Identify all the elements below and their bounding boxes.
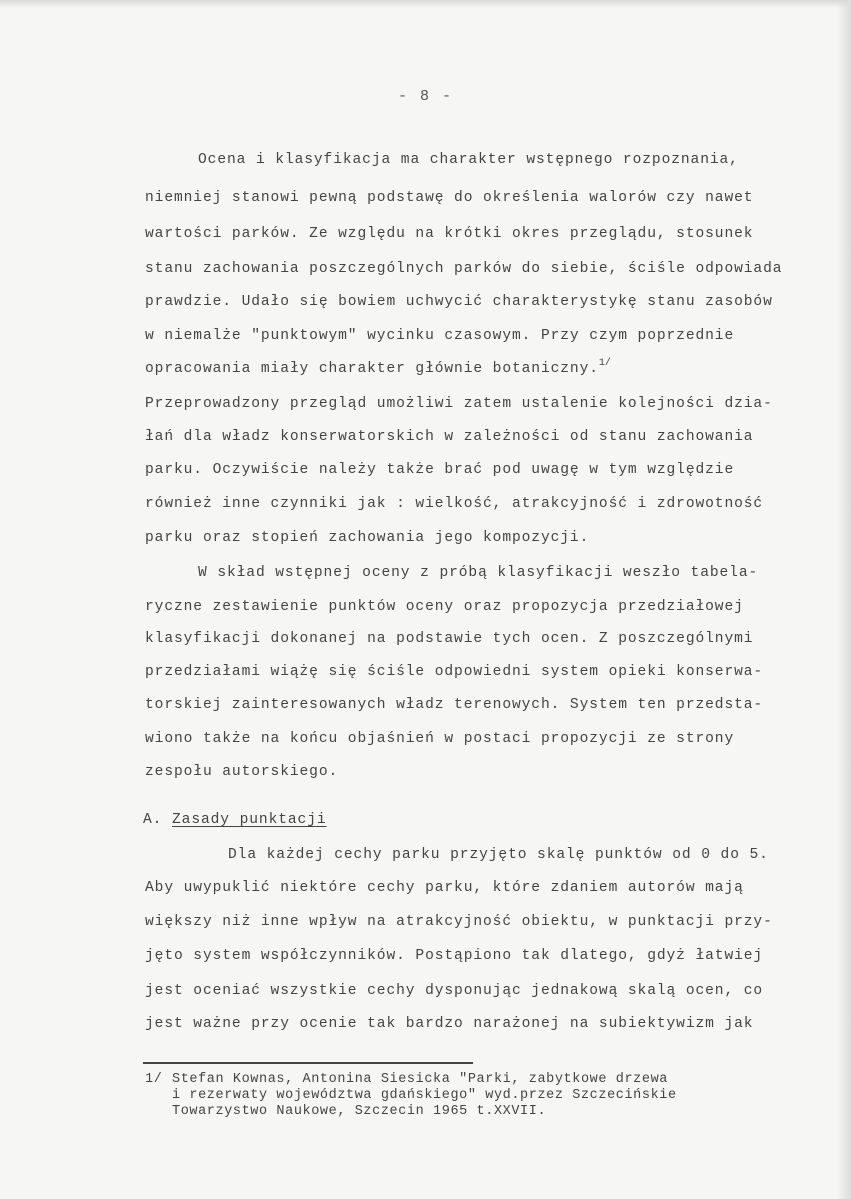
text-line: stanu zachowania poszczególnych parków do siebie, ściśle odpowiada — [145, 261, 783, 277]
scan-edge-right — [837, 0, 851, 1199]
text-line: w niemalże "punktowym" wycinku czasowym. Przy czym poprzednie — [145, 328, 735, 344]
text-line: niemniej stanowi pewną podstawę do określenia walorów czy nawet — [145, 190, 754, 206]
text-line: W skład wstępnej oceny z próbą klasyfikacji weszło tabela- — [198, 565, 759, 581]
text-line: jęto system współczynników. Postąpiono tak dlatego, gdyż łatwiej — [145, 948, 764, 964]
text-line: wartości parków. Ze względu na krótki okres przeglądu, stosunek — [145, 226, 754, 242]
scan-edge-top — [0, 0, 851, 8]
footnote-line: i rezerwaty województwa gdańskiego" wyd.przez Szczecińskie — [172, 1088, 677, 1103]
text-line: zespołu autorskiego. — [145, 764, 339, 780]
page-number: - 8 - — [397, 88, 453, 105]
text-line: jest oceniać wszystkie cechy dysponując jednakową skalą ocen, co — [145, 983, 764, 999]
text-line-with-ref — [145, 358, 611, 377]
footnote-line: Towarzystwo Naukowe, Szczecin 1965 t.XXVII. — [172, 1104, 547, 1119]
text-line: parku oraz stopień zachowania jego kompozycji. — [145, 530, 590, 546]
text-line: łań dla władz konserwatorskich w zależności od stanu zachowania — [145, 429, 754, 445]
text-line: prawdzie. Udało się bowiem uchwycić charakterystykę stanu zasobów — [145, 294, 773, 310]
section-title: Zasady punktacji — [172, 812, 327, 828]
text-line: opracowania miały charakter głównie botaniczny. — [145, 361, 599, 377]
text-line: również inne czynniki jak : wielkość, atrakcyjność i zdrowotność — [145, 496, 764, 512]
text-line: Przeprowadzony przegląd umożliwi zatem ustalenie kolejności dzia- — [145, 396, 773, 412]
section-prefix: A. — [143, 812, 163, 828]
text-line: przedziałami wiążę się ściśle odpowiedni system opieki konserwa- — [145, 664, 764, 680]
section-heading — [143, 812, 327, 828]
text-line: Aby uwypuklić niektóre cechy parku, które zdaniem autorów mają — [145, 880, 744, 896]
footnote-separator — [143, 1062, 473, 1064]
text-line: klasyfikacji dokonanej na podstawie tych ocen. Z poszczególnymi — [145, 631, 754, 647]
text-line: parku. Oczywiście należy także brać pod uwagę w tym względzie — [145, 462, 735, 478]
footnote-line: Stefan Kownas, Antonina Siesicka "Parki, zabytkowe drzewa — [172, 1072, 668, 1087]
text-line: Ocena i klasyfikacja ma charakter wstępnego rozpoznania, — [198, 152, 739, 168]
footnote-marker: 1/ — [145, 1072, 163, 1087]
text-line: wiono także na końcu objaśnień w postaci propozycji ze strony — [145, 731, 735, 747]
text-line: ryczne zestawienie punktów oceny oraz propozycja przedziałowej — [145, 599, 744, 615]
text-line: większy niż inne wpływ na atrakcyjność obiektu, w punktacji przy- — [145, 914, 773, 930]
text-line: jest ważne przy ocenie tak bardzo narażonej na subiektywizm jak — [145, 1016, 754, 1032]
footnote-reference: 1/ — [598, 358, 611, 369]
text-line: torskiej zainteresowanych władz terenowych. System ten przedsta- — [145, 697, 764, 713]
text-line: Dla każdej cechy parku przyjęto skalę punktów od 0 do 5. — [228, 847, 769, 863]
